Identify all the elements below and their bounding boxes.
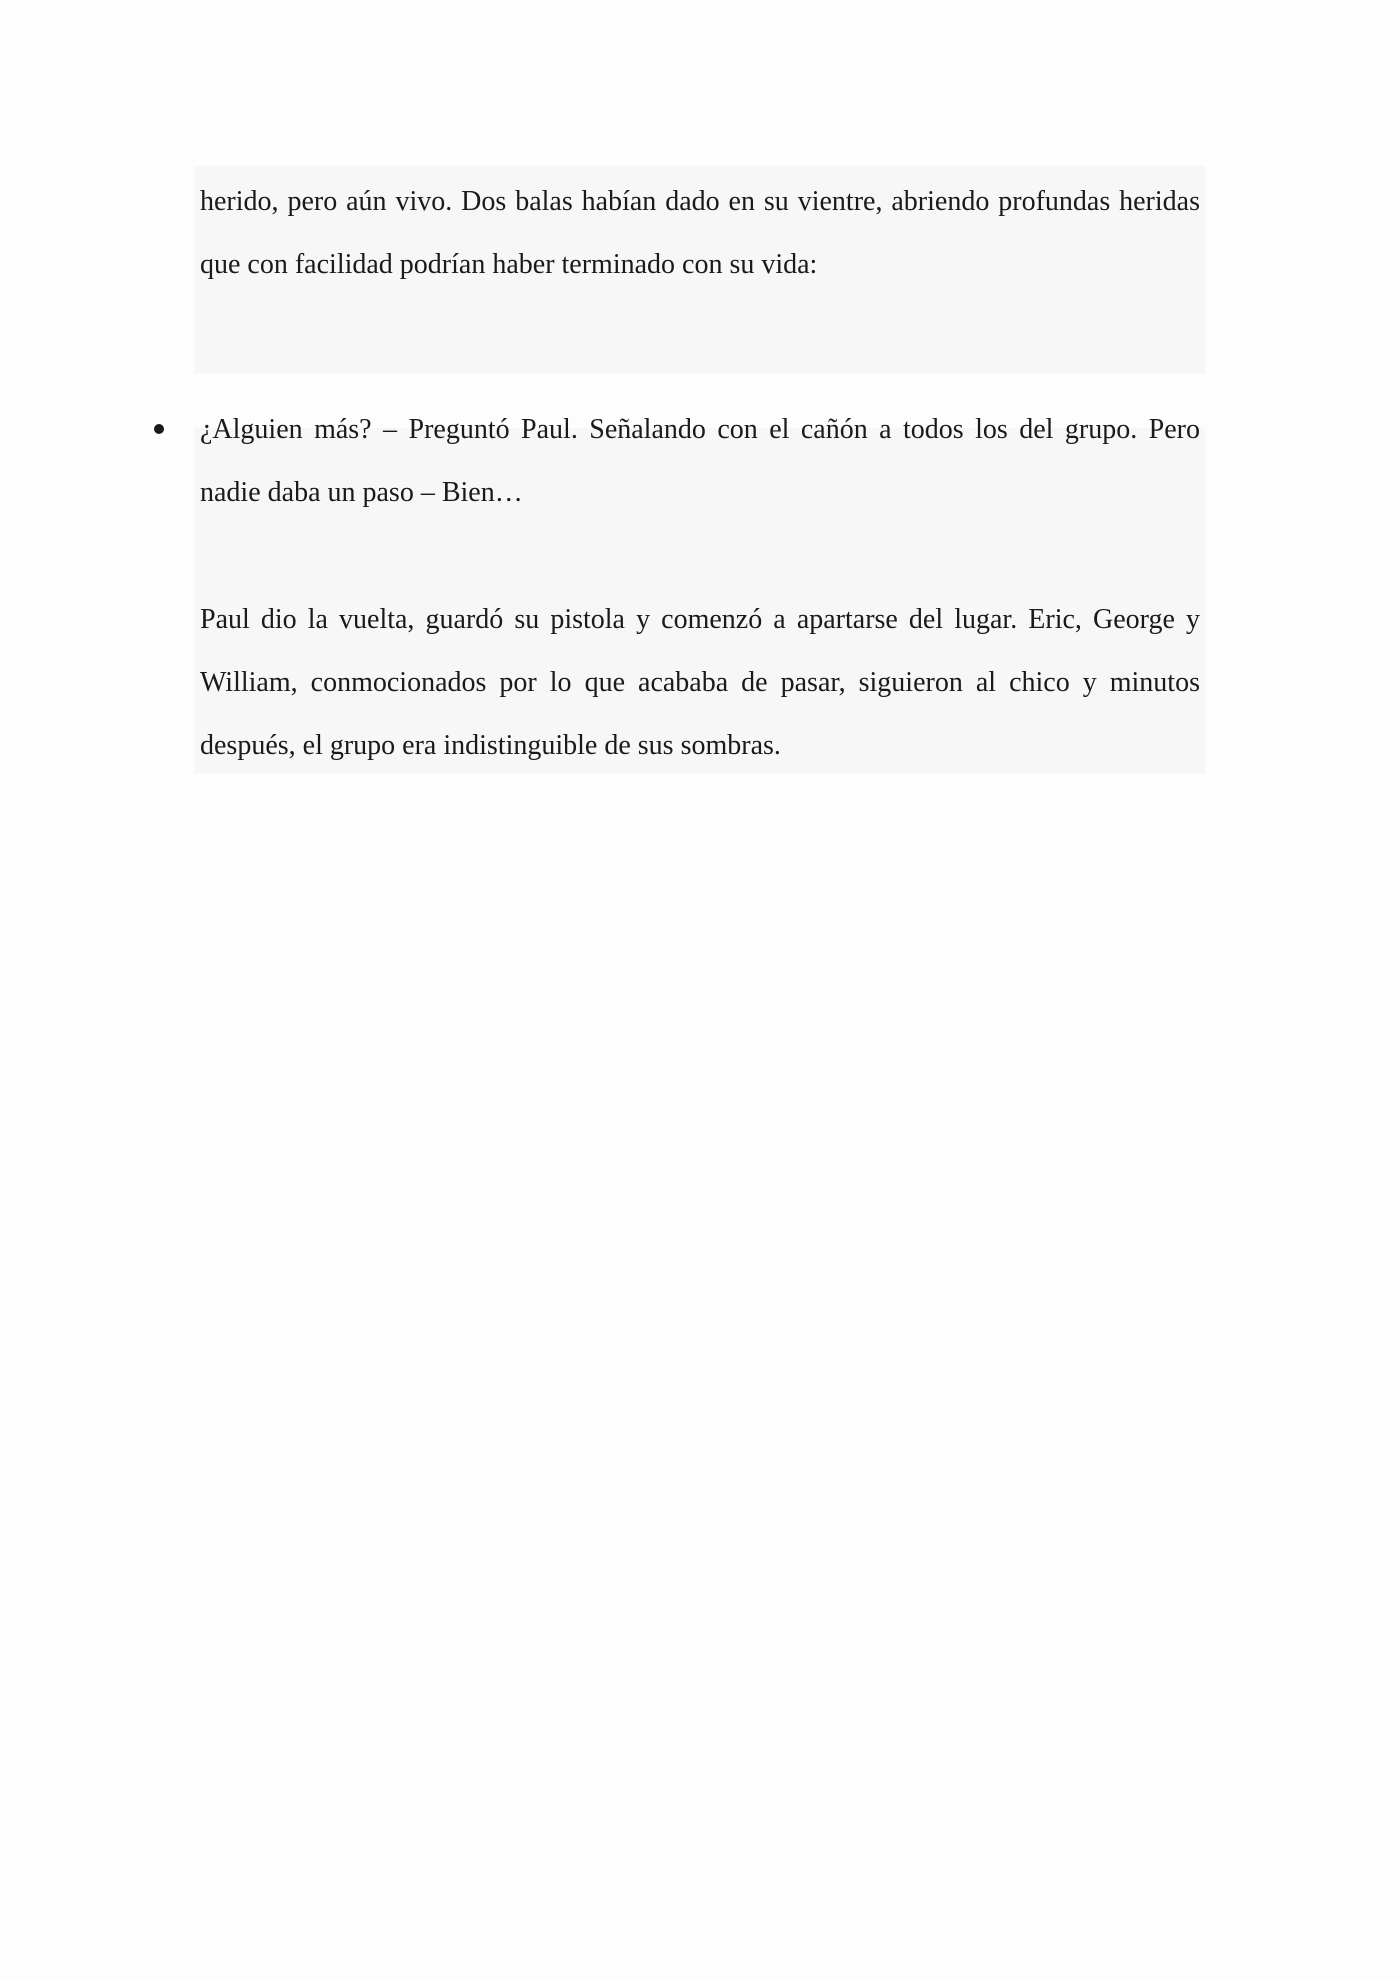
- paragraph: herido, pero aún vivo. Dos balas habían dado en su vientre, abriendo profundas heridas que con facilidad podrían haber terminado con su vida:: [200, 186, 1200, 280]
- bullet-icon: [154, 424, 164, 434]
- paragraph: Paul dio la vuelta, guardó su pistola y comenzó a apartarse del lugar. Eric, George y William, conmocionados por lo que acababa de pasar, siguieron al chico y minutos después, el grupo era indistinguible de sus sombras.: [200, 604, 1200, 761]
- list-item: ¿Alguien más? – Preguntó Paul. Señalando con el cañón a todos los del grupo. Pero nadie daba un paso – Bien…: [200, 414, 1200, 508]
